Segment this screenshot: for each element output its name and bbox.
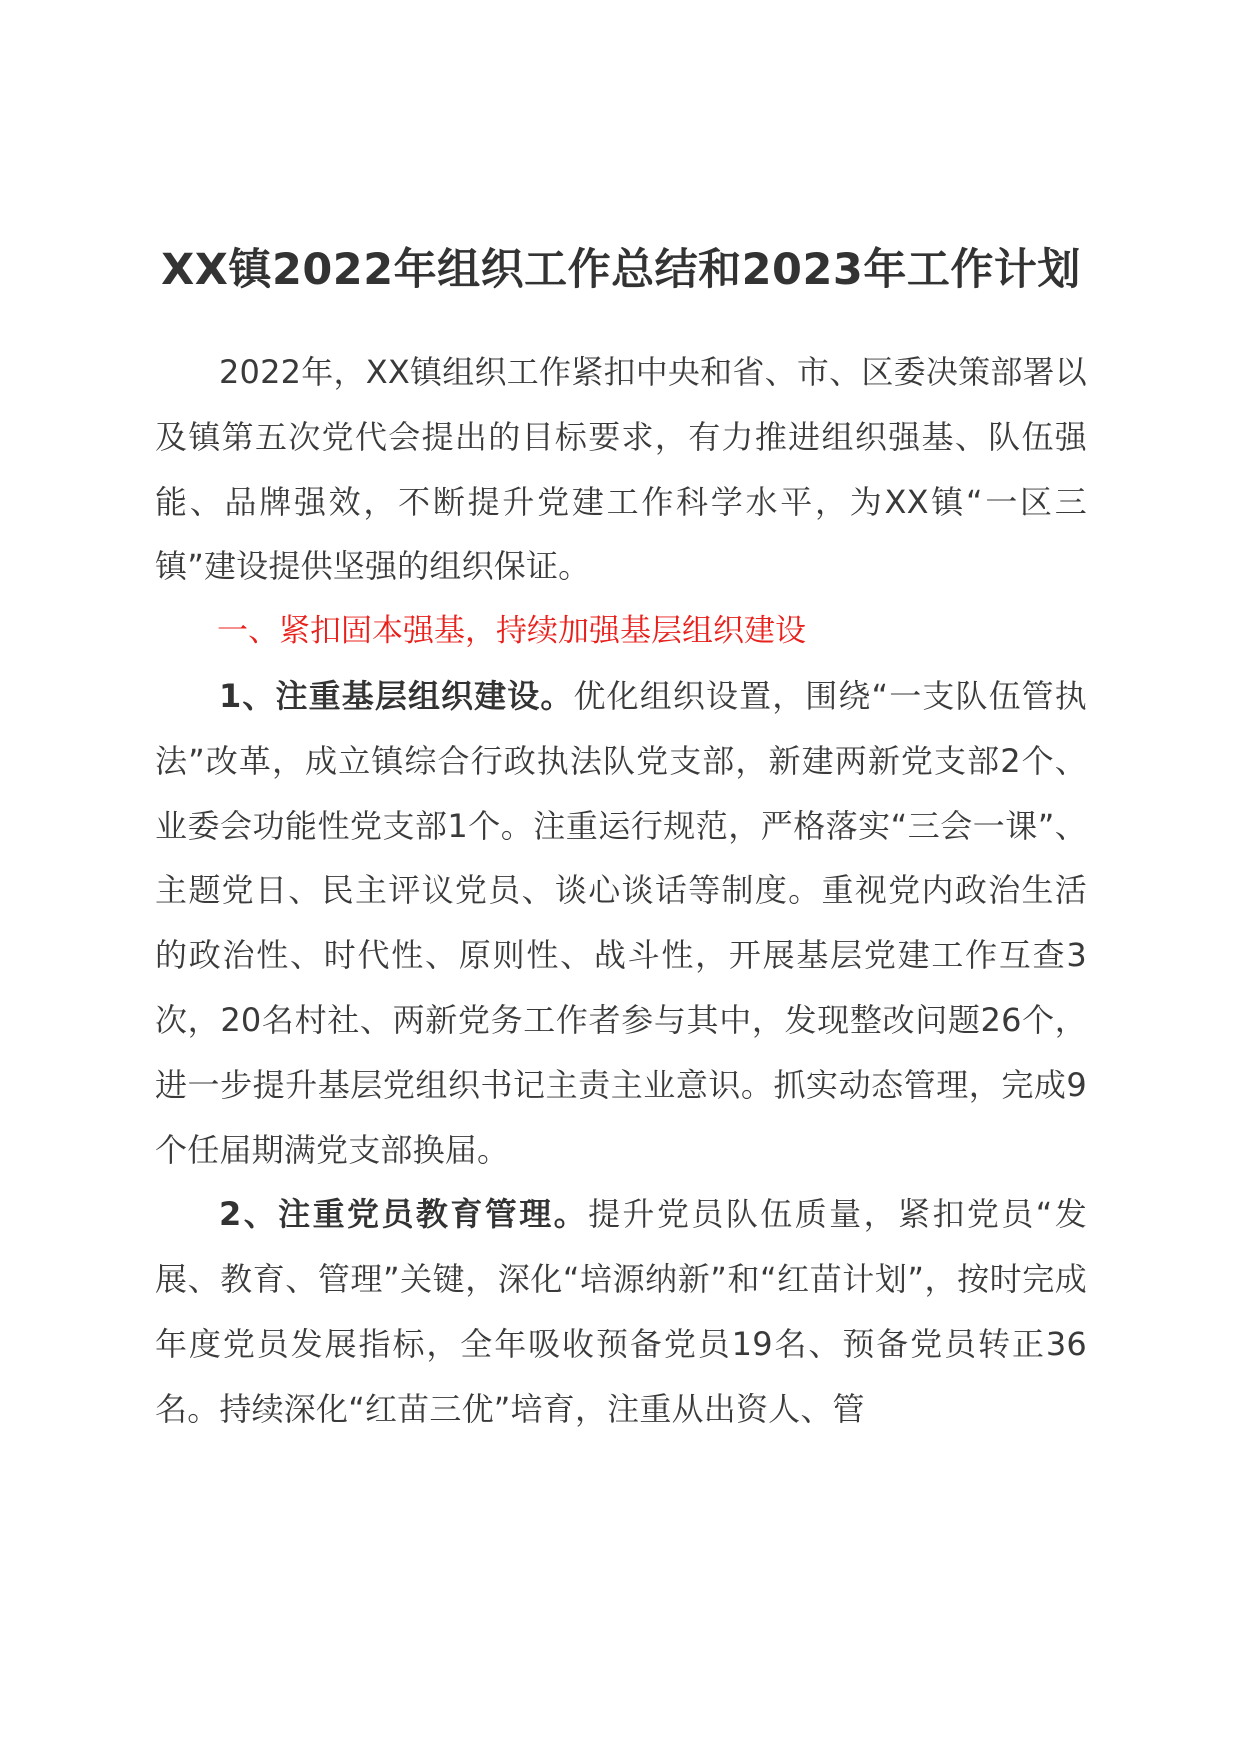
item-text-1: 优化组织设置，围绕“一支队伍管执法”改革，成立镇综合行政执法队党支部，新建两新党支部2个、业委会功能性党支部1个。注重运行规范，严格落实“三会一课”、主题党日、民主评议党员、谈心谈话等制度。重视党内政治生活的政治性、时代性、原则性、战斗性，开展基层党建工作互查3次，20名村社、两新党务工作者参与其中，发现整改问题26个，进一步提升基层党组织书记主责主业意识。抓实动态管理，完成9个任届期满党支部换届。 (155, 676, 1087, 1169)
item-lead-1: 1、注重基层组织建设。 (219, 676, 574, 715)
item-lead-2: 2、注重党员教育管理。 (219, 1195, 589, 1234)
document-title: XX镇2022年组织工作总结和2023年工作计划 (161, 245, 1081, 295)
item-paragraph-1 (155, 664, 1087, 1182)
intro-paragraph: 2022年，XX镇组织工作紧扣中央和省、市、区委决策部署以及镇第五次党代会提出的目标要求，有力推进组织强基、队伍强能、品牌强效，不断提升党建工作科学水平，为XX镇“一区三镇”建设提供坚强的组织保证。 (155, 353, 1087, 586)
document-body (155, 340, 1087, 1442)
item-paragraph-2 (155, 1182, 1087, 1441)
document-page (155, 240, 1087, 1442)
item-text-2: 提升党员队伍质量，紧扣党员“发展、教育、管理”关键，深化“培源纳新”和“红苗计划”，按时完成年度党员发展指标，全年吸收预备党员19名、预备党员转正36名。持续深化“红苗三优”培育，注重从出资人、管 (155, 1195, 1087, 1428)
section-heading: 一、紧扣固本强基，持续加强基层组织建设 (217, 613, 806, 650)
